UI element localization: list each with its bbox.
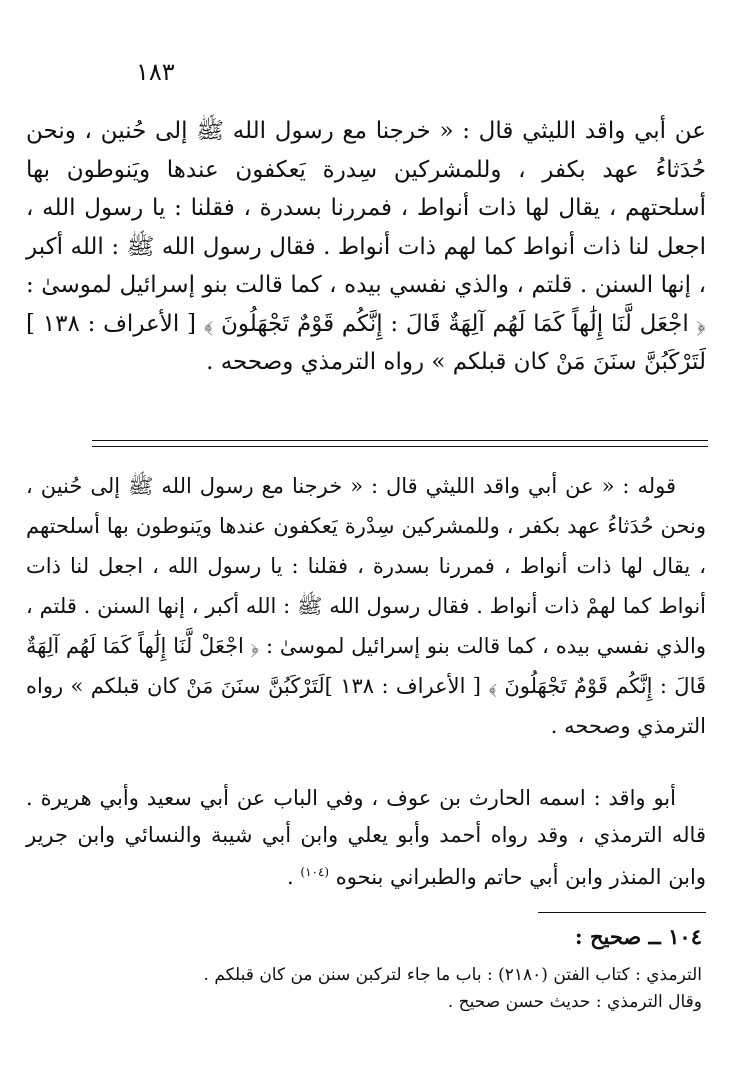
footnote-line: وقال الترمذي : حديث حسن صحيح .: [447, 992, 702, 1012]
hadith-paragraph: عن أبي واقد الليثي قال : « خرجنا مع رسول الله ﷺ إلى حُنين ، ونحن حُدَثاءُ عهد بكفر ، وللمشركين سِدرة يَعكفون عندها ويَنوطون بها أسلحتهم ، يقال لها ذات أنواط ، فمررنا بسدرة ، فقلنا : يا رسول الله ، اجعل لنا ذات أنواط كما لهم ذات أنواط . فقال رسول الله ﷺ : الله أكبر ، إنها السنن . قلتم ، والذي نفسي بيده ، كما قالت بنو إسرائيل لموسىٰ : ﴿ اجْعَل لَّنَا إِلَٰهاً كَمَا لَهُم آلِهَةٌ قَالَ : إِنَّكُم قَوْمٌ تَجْهَلُونَ ﴾ [ الأعراف : ١٣٨ ] لَتَرْكَبُنَّ سنَنَ مَنْ كان قبلكم » رواه الترمذي وصححه .: [26, 118, 707, 375]
footnote-separator: [538, 912, 706, 913]
section-divider-top: [92, 440, 708, 441]
commentary-paragraph: قوله : « عن أبي واقد الليثي قال : « خرجنا مع رسول الله ﷺ إلى حُنين ، ونحن حُدَثاءُ عهد بكفر ، وللمشركين سِدْرة يَعكفون عندها ويَنوطون بها أسلحتهم ، يقال لها ذات أنواط ، فمررنا بسدرة ، فقلنا : يا رسول الله ، اجعل لنا ذات أنواط كما لهمْ ذات أنواط . فقال رسول الله ﷺ : الله أكبر ، إنها السنن . قلتم ، والذي نفسي بيده ، كما قالت بنو إسرائيل لموسىٰ : ﴿ اجْعَلْ لَّنَا إِلَٰهاً كَمَا لَهُم آلِهَةٌ قَالَ : إِنَّكُم قَوْمٌ تَجْهَلُونَ ﴾ [ الأعراف : ١٣٨ ]لَتَرْكَبُنَّ سنَنَ مَنْ كان قبلكم » رواه الترمذي وصححه .: [26, 474, 706, 738]
page-number: ١٨٣: [136, 58, 175, 86]
narrator-text: أبو واقد : اسمه الحارث بن عوف ، وفي الباب عن أبي سعيد وأبي هريرة . قاله الترمذي ، وقد رواه أحمد وأبو يعلي وابن أبي شيبة والنسائي وابن جرير وابن المنذر وابن أبي حاتم والطبراني بنحوه: [26, 786, 706, 889]
narrator-ending: .: [287, 865, 301, 889]
section-divider-bottom: [92, 446, 708, 447]
narrator-paragraph: [26, 780, 706, 896]
footnote-line: الترمذي : كتاب الفتن (٢١٨٠) : باب ما جاء لتركبن سنن من كان قبلكم .: [203, 965, 702, 985]
hadith-text-block: [26, 112, 706, 382]
footnote-body: [102, 962, 702, 1016]
narrator-note-block: [26, 780, 706, 896]
footnote-reference: (١٠٤): [300, 865, 330, 879]
commentary-block: [26, 466, 706, 746]
footnote-heading: ١٠٤ ــ صحيح :: [574, 924, 702, 949]
